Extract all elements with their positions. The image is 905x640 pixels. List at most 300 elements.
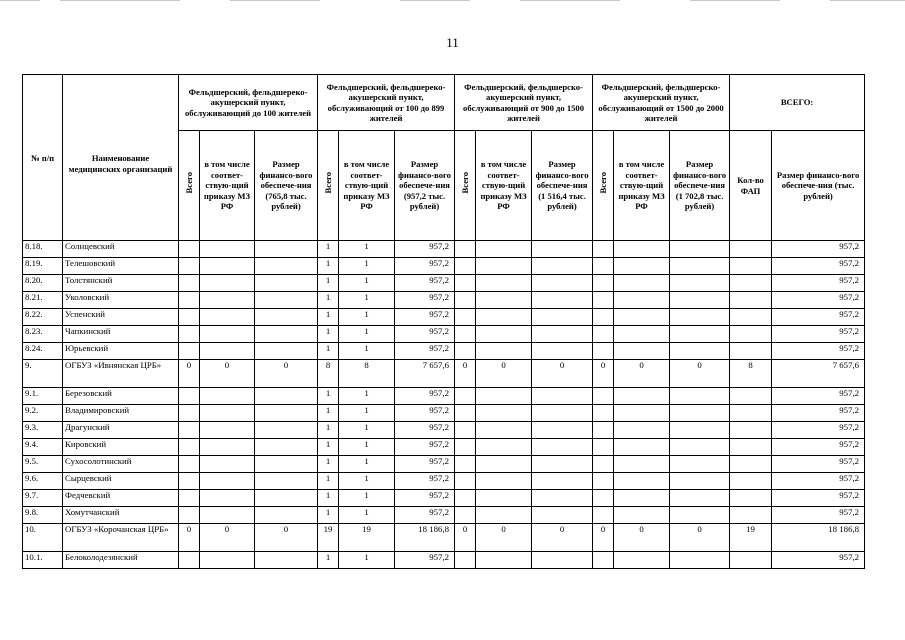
table-cell: [593, 405, 614, 422]
table-cell: [255, 490, 318, 507]
table-row: [23, 258, 865, 275]
table-cell: 1: [339, 405, 395, 422]
table-cell: [455, 405, 476, 422]
row-number: 10.1.: [23, 552, 63, 569]
table-row: [23, 343, 865, 360]
table-cell: 0: [593, 360, 614, 388]
table-row: [23, 405, 865, 422]
table-row: [23, 507, 865, 524]
table-cell: [200, 473, 255, 490]
table-cell: [730, 292, 772, 309]
table-cell: 0: [455, 524, 476, 552]
table-cell: [476, 309, 532, 326]
group-header-4: Фельдшерский, фельдшерско-акушерский пункт, обслуживающий от 1500 до 2000 жителей: [593, 75, 730, 131]
table-cell: 1: [339, 241, 395, 258]
table-cell: [476, 275, 532, 292]
table-cell: [255, 405, 318, 422]
table-cell: [593, 309, 614, 326]
organization-name: Успенский: [63, 309, 179, 326]
table-cell: 957,2: [395, 258, 455, 275]
organization-name: Федчевский: [63, 490, 179, 507]
table-cell: [255, 422, 318, 439]
table-cell: [730, 343, 772, 360]
organization-name: Телешовский: [63, 258, 179, 275]
table-cell: 0: [179, 524, 200, 552]
col-header-name: Наименование медицинских организаций: [63, 75, 179, 241]
table-cell: [614, 507, 670, 524]
table-row: [23, 439, 865, 456]
table-cell: [179, 241, 200, 258]
table-cell: [200, 343, 255, 360]
table-cell: 0: [255, 524, 318, 552]
col-header-finance-3: Размер финансо-вого обеспече-ния (1 516,4 тыс. рублей): [532, 131, 593, 241]
table-cell: 1: [318, 275, 339, 292]
table-cell: [200, 275, 255, 292]
table-cell: [476, 439, 532, 456]
table-cell: [670, 388, 730, 405]
table-cell: [179, 258, 200, 275]
table-cell: 957,2: [395, 490, 455, 507]
group-header-1: Фельдшерский, фельдшереко-акушерский пункт, обслуживающий до 100 жителей: [179, 75, 318, 131]
table-cell: 957,2: [395, 507, 455, 524]
table-cell: 1: [318, 292, 339, 309]
table-cell: 957,2: [772, 309, 865, 326]
table-cell: [476, 456, 532, 473]
table-cell: [179, 473, 200, 490]
table-cell: 957,2: [772, 473, 865, 490]
table-cell: [614, 343, 670, 360]
table-cell: 1: [318, 473, 339, 490]
table-cell: [179, 456, 200, 473]
table-cell: 18 186,8: [772, 524, 865, 552]
financing-table: [22, 74, 865, 569]
table-cell: [532, 258, 593, 275]
row-number: 9.1.: [23, 388, 63, 405]
table-cell: [593, 473, 614, 490]
table-cell: [532, 326, 593, 343]
table-cell: [255, 456, 318, 473]
table-cell: [730, 326, 772, 343]
group-header-2: Фельдшерский, фельдшереко-акушерский пункт, обслуживающий от 100 до 899 жителей: [318, 75, 455, 131]
group-header-total: ВСЕГО:: [730, 75, 865, 131]
table-cell: [532, 552, 593, 569]
table-cell: [614, 258, 670, 275]
table-cell: 957,2: [395, 388, 455, 405]
table-row: [23, 326, 865, 343]
table-cell: [179, 405, 200, 422]
table-cell: [255, 552, 318, 569]
table-cell: [614, 241, 670, 258]
table-cell: 957,2: [395, 422, 455, 439]
table-cell: 0: [200, 360, 255, 388]
table-cell: 1: [318, 422, 339, 439]
table-cell: [455, 326, 476, 343]
table-cell: 957,2: [772, 422, 865, 439]
table-cell: 1: [318, 241, 339, 258]
table-cell: [455, 507, 476, 524]
row-number: 9.3.: [23, 422, 63, 439]
col-header-order-4: в том числе соответ-ствую-щий приказу МЗ РФ: [614, 131, 670, 241]
table-row: [23, 388, 865, 405]
table-cell: 1: [339, 490, 395, 507]
col-header-total-4: Всего: [593, 131, 614, 241]
table-cell: 1: [318, 552, 339, 569]
organization-name: Драгунский: [63, 422, 179, 439]
top-edge-marks: [0, 0, 905, 6]
table-row: [23, 473, 865, 490]
table-cell: 1: [318, 326, 339, 343]
table-cell: [670, 473, 730, 490]
table-cell: 957,2: [395, 552, 455, 569]
table-cell: [532, 309, 593, 326]
table-cell: [532, 292, 593, 309]
table-cell: [179, 422, 200, 439]
table-row: [23, 241, 865, 258]
table-cell: [532, 405, 593, 422]
table-cell: [455, 275, 476, 292]
table-cell: [455, 343, 476, 360]
table-cell: 7 657,6: [772, 360, 865, 388]
table-cell: [593, 439, 614, 456]
table-cell: [730, 258, 772, 275]
table-cell: [200, 258, 255, 275]
table-cell: [614, 473, 670, 490]
table-cell: [455, 258, 476, 275]
table-cell: 957,2: [772, 490, 865, 507]
table-row: [23, 292, 865, 309]
table-cell: 957,2: [772, 456, 865, 473]
row-number: 8.21.: [23, 292, 63, 309]
table-cell: [179, 388, 200, 405]
table-cell: [179, 439, 200, 456]
table-cell: [670, 275, 730, 292]
table-cell: 0: [476, 524, 532, 552]
table-cell: 0: [179, 360, 200, 388]
table-cell: [532, 241, 593, 258]
table-cell: 8: [339, 360, 395, 388]
table-cell: 957,2: [772, 275, 865, 292]
table-cell: 1: [339, 309, 395, 326]
table-cell: [593, 507, 614, 524]
table-cell: [670, 241, 730, 258]
table-cell: [455, 490, 476, 507]
table-cell: [614, 422, 670, 439]
table-cell: 1: [339, 292, 395, 309]
table-cell: 0: [593, 524, 614, 552]
table-cell: 1: [318, 343, 339, 360]
organization-name: ОГБУЗ «Ивнянская ЦРБ»: [63, 360, 179, 388]
table-cell: [593, 292, 614, 309]
organization-name: Хомутчанский: [63, 507, 179, 524]
row-number: 9.7.: [23, 490, 63, 507]
table-cell: [200, 552, 255, 569]
table-cell: 0: [455, 360, 476, 388]
row-number: 9.8.: [23, 507, 63, 524]
table-cell: 0: [532, 360, 593, 388]
table-cell: 1: [339, 456, 395, 473]
table-cell: 957,2: [395, 439, 455, 456]
table-cell: [255, 507, 318, 524]
col-header-finance-1: Размер финансо-вого обеспече-ния (765,8 тыс. рублей): [255, 131, 318, 241]
table-cell: [670, 292, 730, 309]
table-cell: 1: [339, 422, 395, 439]
table-cell: [476, 258, 532, 275]
table-cell: [614, 552, 670, 569]
table-cell: [200, 456, 255, 473]
col-header-number: № п/п: [23, 75, 63, 241]
table-cell: [455, 456, 476, 473]
table-cell: 1: [318, 388, 339, 405]
table-cell: [593, 422, 614, 439]
table-row: [23, 490, 865, 507]
table-cell: [532, 473, 593, 490]
table-cell: 0: [614, 360, 670, 388]
table-cell: 8: [318, 360, 339, 388]
table-cell: [455, 388, 476, 405]
table-cell: 957,2: [772, 343, 865, 360]
table-cell: [614, 405, 670, 422]
table-cell: [532, 275, 593, 292]
table-cell: [532, 422, 593, 439]
table-cell: 957,2: [395, 309, 455, 326]
table-cell: [455, 309, 476, 326]
table-cell: [455, 552, 476, 569]
table-cell: 1: [318, 456, 339, 473]
col-header-total-1: Всего: [179, 131, 200, 241]
table-cell: [614, 456, 670, 473]
table-cell: 19: [730, 524, 772, 552]
table-cell: [593, 552, 614, 569]
table-cell: [200, 439, 255, 456]
row-number: 8.20.: [23, 275, 63, 292]
table-cell: 1: [339, 552, 395, 569]
table-cell: [614, 292, 670, 309]
table-cell: [179, 309, 200, 326]
table-cell: 1: [339, 275, 395, 292]
table-cell: [455, 439, 476, 456]
table-cell: 0: [200, 524, 255, 552]
table-cell: [730, 552, 772, 569]
table-cell: 1: [318, 405, 339, 422]
table-row: [23, 524, 865, 552]
table-cell: 957,2: [772, 388, 865, 405]
table-cell: [255, 258, 318, 275]
table-cell: 1: [339, 326, 395, 343]
table-cell: [730, 490, 772, 507]
table-cell: [179, 343, 200, 360]
table-cell: [614, 326, 670, 343]
table-cell: [532, 456, 593, 473]
table-cell: [200, 422, 255, 439]
table-cell: [179, 552, 200, 569]
table-cell: [476, 473, 532, 490]
table-cell: 957,2: [772, 292, 865, 309]
row-number: 9.: [23, 360, 63, 388]
table-cell: [179, 490, 200, 507]
table-cell: [476, 343, 532, 360]
table-cell: [730, 439, 772, 456]
table-cell: [593, 241, 614, 258]
table-cell: [670, 439, 730, 456]
table-cell: 957,2: [772, 326, 865, 343]
table-cell: 1: [339, 388, 395, 405]
table-cell: 957,2: [772, 258, 865, 275]
col-header-fap-count: Кол-во ФАП: [730, 131, 772, 241]
table-cell: [200, 388, 255, 405]
col-header-total-2: Всего: [318, 131, 339, 241]
table-cell: 1: [339, 473, 395, 490]
table-cell: [670, 422, 730, 439]
table-cell: [670, 490, 730, 507]
row-number: 9.4.: [23, 439, 63, 456]
table-cell: [200, 490, 255, 507]
table-cell: [614, 388, 670, 405]
table-cell: [476, 326, 532, 343]
organization-name: Владимировский: [63, 405, 179, 422]
organization-name: Кировский: [63, 439, 179, 456]
table-cell: 957,2: [395, 456, 455, 473]
page-number: 11: [446, 35, 459, 50]
row-number: 8.18.: [23, 241, 63, 258]
table-cell: 957,2: [395, 275, 455, 292]
table-cell: 0: [255, 360, 318, 388]
organization-name: Солнцевский: [63, 241, 179, 258]
table-cell: [730, 422, 772, 439]
table-cell: 18 186,8: [395, 524, 455, 552]
table-cell: [255, 309, 318, 326]
table-cell: [200, 326, 255, 343]
organization-name: Толстянский: [63, 275, 179, 292]
table-row: [23, 552, 865, 569]
table-cell: 957,2: [772, 552, 865, 569]
table-cell: [670, 405, 730, 422]
table-cell: 1: [318, 490, 339, 507]
organization-name: Чапкинский: [63, 326, 179, 343]
table-cell: [255, 275, 318, 292]
table-cell: [455, 422, 476, 439]
table-cell: 19: [339, 524, 395, 552]
table-cell: [593, 388, 614, 405]
row-number: 8.23.: [23, 326, 63, 343]
table-cell: [200, 507, 255, 524]
table-row: [23, 309, 865, 326]
table-cell: [614, 439, 670, 456]
row-number: 9.5.: [23, 456, 63, 473]
table-cell: [476, 490, 532, 507]
table-cell: [614, 490, 670, 507]
table-cell: 1: [339, 507, 395, 524]
table-cell: 957,2: [772, 241, 865, 258]
table-cell: 1: [339, 343, 395, 360]
table-cell: [179, 275, 200, 292]
table-cell: 1: [318, 309, 339, 326]
organization-name: Уколовский: [63, 292, 179, 309]
table-cell: 1: [339, 439, 395, 456]
table-cell: 1: [318, 507, 339, 524]
row-number: 8.24.: [23, 343, 63, 360]
organization-name: Сырцевский: [63, 473, 179, 490]
table-cell: [532, 507, 593, 524]
table-cell: [200, 241, 255, 258]
table-cell: 957,2: [772, 405, 865, 422]
table-cell: [730, 405, 772, 422]
table-cell: 957,2: [772, 507, 865, 524]
table-row: [23, 456, 865, 473]
organization-name: Юрьевский: [63, 343, 179, 360]
table-cell: 957,2: [395, 292, 455, 309]
table-cell: [476, 241, 532, 258]
table-cell: [670, 552, 730, 569]
col-header-order-2: в том числе соответ-ствую-щий приказу МЗ РФ: [339, 131, 395, 241]
table-cell: [730, 275, 772, 292]
table-cell: 8: [730, 360, 772, 388]
table-cell: [476, 552, 532, 569]
table-cell: [670, 456, 730, 473]
table-cell: [670, 343, 730, 360]
organization-name: Сухосолотинский: [63, 456, 179, 473]
table-row: [23, 422, 865, 439]
table-cell: [476, 388, 532, 405]
table-cell: 957,2: [395, 405, 455, 422]
table-cell: [255, 326, 318, 343]
table-cell: 957,2: [395, 326, 455, 343]
table-row: [23, 360, 865, 388]
col-header-total-3: Всего: [455, 131, 476, 241]
table-cell: 19: [318, 524, 339, 552]
table-cell: 1: [339, 258, 395, 275]
table-cell: [730, 473, 772, 490]
table-cell: [179, 292, 200, 309]
table-cell: [730, 309, 772, 326]
row-number: 8.22.: [23, 309, 63, 326]
table-cell: 0: [670, 360, 730, 388]
table-cell: [255, 343, 318, 360]
table-cell: 957,2: [395, 241, 455, 258]
table-cell: 1: [318, 439, 339, 456]
table-cell: [200, 292, 255, 309]
table-cell: [476, 422, 532, 439]
table-cell: [255, 241, 318, 258]
table-cell: 957,2: [395, 473, 455, 490]
table-cell: [255, 473, 318, 490]
table-cell: [730, 241, 772, 258]
table-cell: [730, 507, 772, 524]
table-cell: 0: [476, 360, 532, 388]
row-number: 8.19.: [23, 258, 63, 275]
table-cell: [593, 258, 614, 275]
table-cell: [476, 507, 532, 524]
table-cell: [614, 275, 670, 292]
table-cell: 0: [614, 524, 670, 552]
table-cell: [593, 326, 614, 343]
table-cell: [730, 388, 772, 405]
table-cell: [593, 275, 614, 292]
table-cell: [670, 507, 730, 524]
table-cell: [455, 473, 476, 490]
col-header-total-finance: Размер финансо-вого обеспече-ния (тыс. рублей): [772, 131, 865, 241]
col-header-finance-4: Размер финансо-вого обеспече-ния (1 702,8 тыс. рублей): [670, 131, 730, 241]
table-cell: [532, 490, 593, 507]
row-number: 10.: [23, 524, 63, 552]
table-cell: 0: [670, 524, 730, 552]
table-cell: [593, 490, 614, 507]
table-cell: 0: [532, 524, 593, 552]
table-cell: [200, 309, 255, 326]
table-cell: [532, 388, 593, 405]
organization-name: Березовский: [63, 388, 179, 405]
table-cell: [670, 309, 730, 326]
table-cell: [532, 439, 593, 456]
